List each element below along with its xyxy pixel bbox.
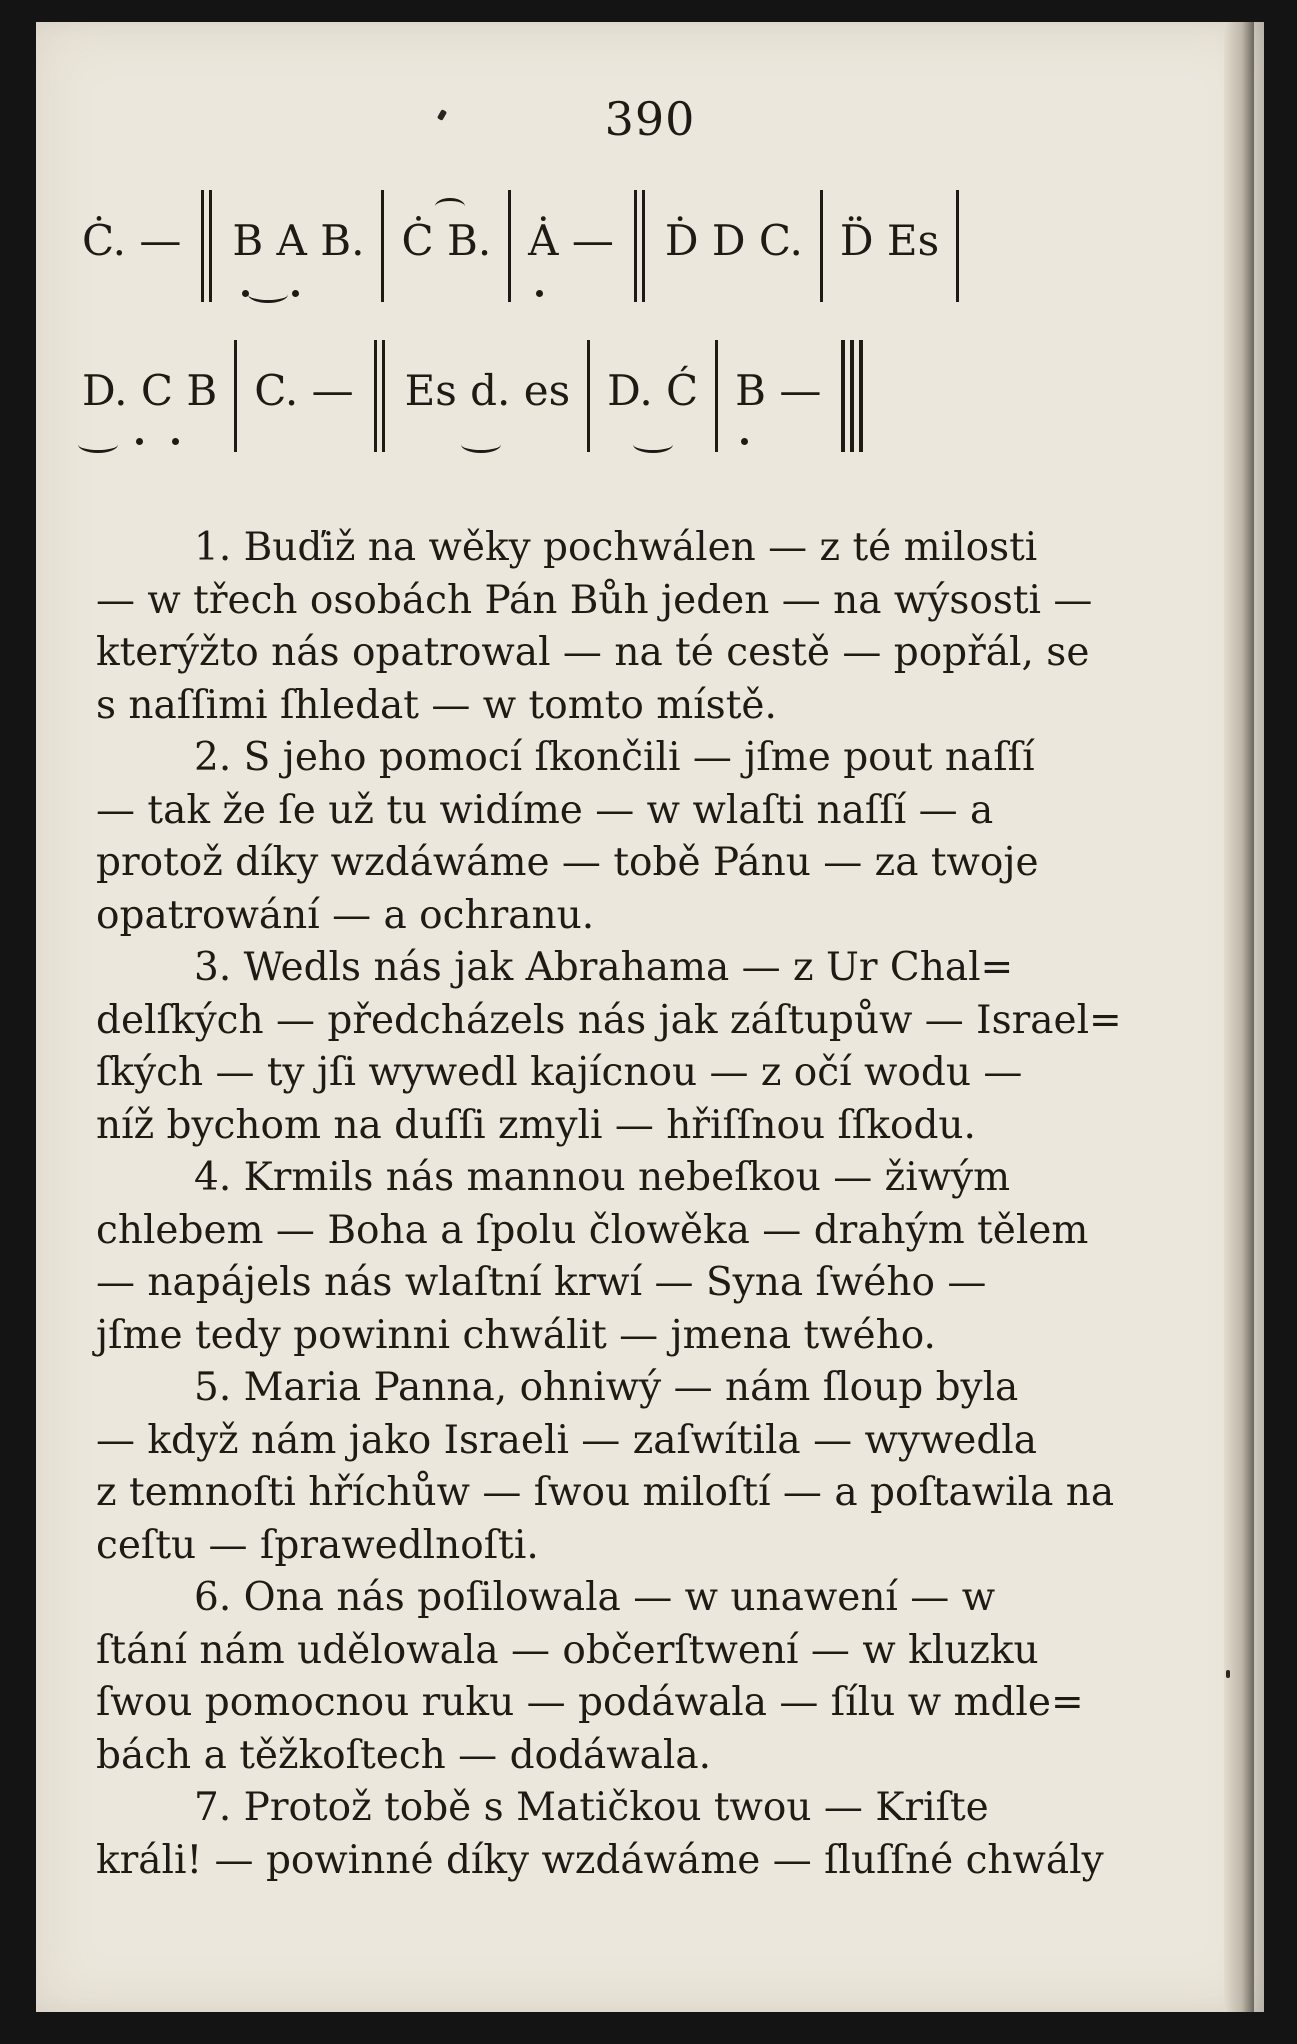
measure-notes: D. Ć bbox=[607, 366, 699, 415]
slur-mark bbox=[633, 436, 673, 453]
verse-line: delſkých — předcházels nás jak záſtupůw — Israel= bbox=[96, 997, 1122, 1043]
measure-notes: Ḋ D C. bbox=[664, 216, 803, 265]
verse-line: opatrowání — a ochranu. bbox=[96, 892, 595, 938]
hymn-text bbox=[96, 522, 1176, 1887]
measure bbox=[218, 190, 378, 274]
measure bbox=[514, 190, 628, 274]
verse-3 bbox=[96, 942, 1176, 1152]
barline bbox=[508, 190, 511, 302]
verse-7 bbox=[96, 1782, 1176, 1887]
tie-mark bbox=[435, 198, 465, 215]
measure-notes: B A B. bbox=[232, 216, 365, 265]
verse-6 bbox=[96, 1572, 1176, 1782]
dot-mark bbox=[136, 438, 143, 445]
verse-2 bbox=[96, 732, 1176, 942]
verse-5 bbox=[96, 1362, 1176, 1572]
verse-line: 1. Buďiž na wěky pochwálen — z té milosti bbox=[194, 525, 1038, 570]
verse-4 bbox=[96, 1152, 1176, 1362]
verse-line: protož díky wzdáwáme — tobě Pánu — za twoje bbox=[96, 840, 1039, 885]
verse-line: 6. Ona nás poſilowala — w unawení — w bbox=[194, 1575, 996, 1620]
measure-notes: B — bbox=[735, 366, 822, 415]
measure bbox=[651, 190, 817, 274]
dot-mark bbox=[172, 438, 179, 445]
ink-speck bbox=[1226, 1670, 1230, 1678]
verse-line: ceſtu — ſprawedlnoſti. bbox=[96, 1522, 539, 1568]
measure-notes: D̈ Es bbox=[839, 216, 940, 265]
measure bbox=[68, 190, 195, 274]
verse-line: — napájels nás wlaſtní krwí — Syna ſwého — bbox=[96, 1260, 987, 1305]
verse-line: 4. Krmils nás mannou nebeſkou — žiwým bbox=[194, 1155, 1011, 1200]
verse-line: ſkých — ty jſi wywedl kajícnou — z očí wodu — bbox=[96, 1050, 1023, 1095]
verse-line: kterýžto nás opatrowal — na té cestě — popřál, se bbox=[96, 630, 1090, 675]
slur-mark bbox=[248, 286, 288, 303]
dot-mark bbox=[741, 438, 748, 445]
dot-mark bbox=[536, 290, 543, 297]
measure bbox=[721, 340, 835, 424]
verse-1 bbox=[96, 522, 1176, 732]
measure-notes: Ȧ — bbox=[528, 216, 614, 265]
verse-line: jſme tedy powinni chwálit — jmena twého. bbox=[96, 1312, 936, 1358]
verse-line: chlebem — Boha a ſpolu člowěka — drahým tělem bbox=[96, 1207, 1089, 1253]
final-barline bbox=[841, 340, 863, 452]
measure-notes: Ċ. — bbox=[82, 216, 182, 265]
verse-line: níž bychom na duſſi zmyli — hřiſſnou ſſkodu. bbox=[96, 1102, 976, 1148]
verse-line: 2. S jeho pomocí ſkončili — jſme pout naſſí bbox=[194, 735, 1035, 780]
measure bbox=[68, 340, 231, 424]
barline bbox=[956, 190, 959, 302]
measure-notes: Es d. es bbox=[404, 366, 571, 415]
verse-line: z temnoſti hříchůw — ſwou miloſtí — a poſtawila na bbox=[96, 1470, 1115, 1515]
slur-mark bbox=[78, 436, 118, 453]
measure bbox=[593, 340, 712, 424]
measure bbox=[391, 340, 585, 424]
measure bbox=[387, 190, 505, 274]
measure bbox=[240, 340, 367, 424]
double-barline bbox=[201, 190, 212, 302]
measure bbox=[826, 190, 953, 274]
book-page bbox=[36, 22, 1264, 2012]
slur-mark bbox=[461, 436, 501, 453]
dot-mark bbox=[292, 290, 299, 297]
verse-line: 7. Protož tobě s Matičkou twou — Kriſte bbox=[194, 1785, 989, 1830]
verse-line: — tak že ſe už tu widíme — w wlaſti naſſí — a bbox=[96, 787, 994, 833]
barline bbox=[587, 340, 590, 452]
verse-line: 5. Maria Panna, ohniwý — nám ſloup byla bbox=[194, 1365, 1019, 1410]
verse-line: s naſſimi ſhledat — w tomto místě. bbox=[96, 682, 777, 728]
measure-notes: D. C B bbox=[82, 366, 218, 415]
page-number: 390 bbox=[604, 92, 696, 146]
music-row-2 bbox=[68, 340, 968, 450]
measure-notes: Ċ B. bbox=[401, 216, 492, 265]
verse-line: — w třech osobách Pán Bůh jeden — na wýsosti — bbox=[96, 577, 1093, 623]
verse-line: bách a těžkoſtech — dodáwala. bbox=[96, 1732, 711, 1778]
barline bbox=[820, 190, 823, 302]
measure-notes: C. — bbox=[254, 366, 354, 415]
verse-line: 3. Wedls nás jak Abrahama — z Ur Chal= bbox=[194, 945, 1014, 990]
verse-line: ſtání nám udělowala — občerſtwení — w kluzku bbox=[96, 1627, 1039, 1673]
barline bbox=[715, 340, 718, 452]
verse-line: ſwou pomocnou ruku — podáwala — ſílu w mdle= bbox=[96, 1680, 1084, 1725]
verse-line: králi! — powinné díky wzdáwáme — ſluſſné chwály bbox=[96, 1837, 1104, 1883]
page-edge bbox=[1224, 22, 1254, 2012]
barline bbox=[381, 190, 384, 302]
barline bbox=[234, 340, 237, 452]
double-barline bbox=[374, 340, 385, 452]
music-row-1 bbox=[68, 190, 1198, 300]
double-barline bbox=[634, 190, 645, 302]
verse-line: — když nám jako Israeli — zaſwítila — wywedla bbox=[96, 1417, 1038, 1463]
